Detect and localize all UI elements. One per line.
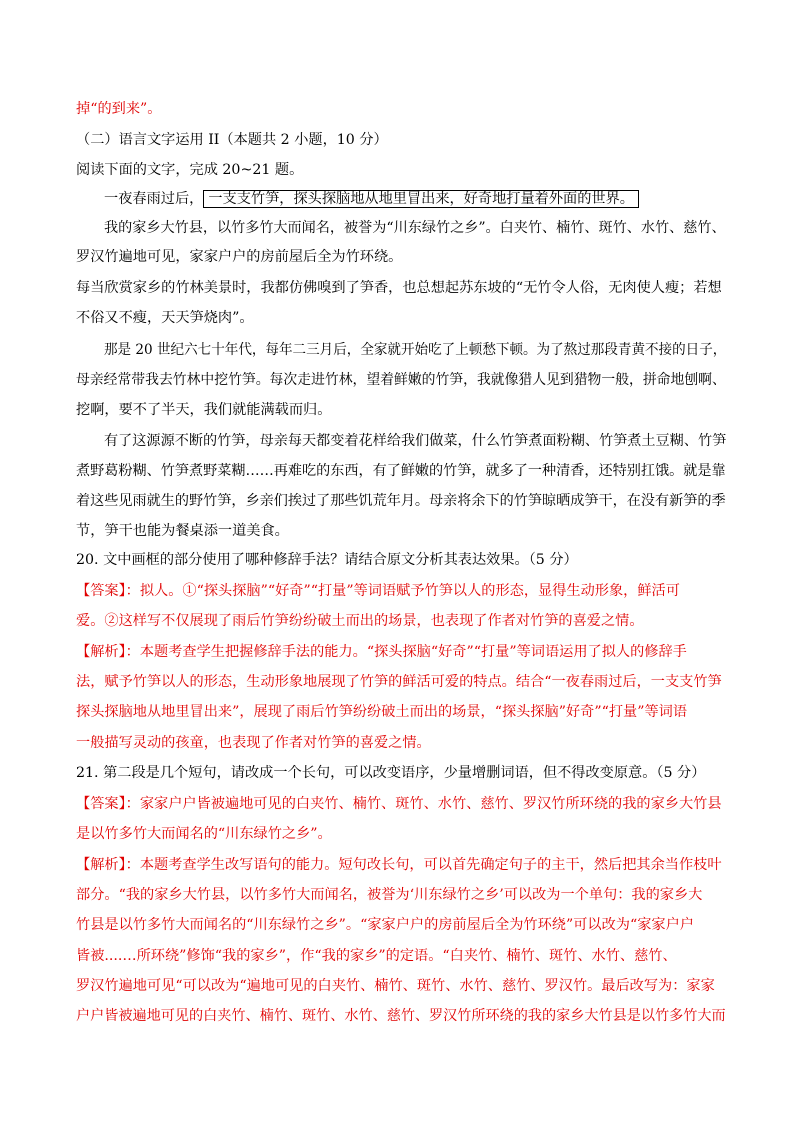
analysis-20-line: 法，赋予竹笋以人的形态，生动形象地展现了竹笋的鲜活可爱的特点。结合“一夜春雨过后，一支支竹笋 [76,674,722,690]
passage-line: 挖啊，要不了半天，我们就能满载而归。 [76,402,332,418]
analysis-21-line: 户户皆被遍地可见的白夹竹、楠竹、斑竹、水竹、慈竹、罗汉竹所环绕的我的家乡大竹县是以竹多竹大而 [76,1008,726,1024]
passage-line: 每当欣赏家乡的竹林美景时，我都仿佛嗅到了笋香，也总想起苏东坡的“无竹令人俗，无肉使人瘦；若想 [76,280,722,296]
analysis-21-line: 罗汉竹遍地可见“可以改为“遍地可见的白夹竹、楠竹、斑竹、水竹、慈竹、罗汉竹。最后改写为：家家 [76,978,715,994]
passage-line [104,189,639,209]
passage-line: 不俗又不瘦，天天笋烧肉”。 [76,310,254,326]
passage-line: 节，笋干也能为餐桌添一道美食。 [76,523,289,539]
passage-line: 罗汉竹遍地可见，家家户户的房前屋后全为竹环绕。 [76,249,403,265]
analysis-21-line: 【解析】：本题考查学生改写语句的能力。短句改长句，可以首先确定句子的主干，然后把其余当作枝叶 [76,857,722,873]
analysis-20-line: 探头探脑地从地里冒出来”，展现了雨后竹笋纷纷破土而出的场景，“探头探脑”好奇”“打量”等词语 [76,704,688,720]
analysis-20-line: 【解析】：本题考查学生把握修辞手法的能力。“探头探脑“好奇”“打量”等词语运用了拟人的修辞手 [76,644,687,660]
question-21: 21. 第二段是几个短句，请改成一个长句，可以改变语序，少量增删词语，但不得改变原意。（5 分） [76,765,706,781]
analysis-21-line: 竹县是以竹多竹大而闻名的“川东绿竹之乡”。“家家户户的房前屋后全为竹环绕”可以改为“家家户户 [76,917,694,933]
passage-line: 那是 20 世纪六七十年代，每年二三月后，全家就开始吃了上顿愁下顿。为了熬过那段青黄不接的日子， [104,342,727,358]
answer-20-line: 【答案】：拟人。①“探头探脑”“好奇”“打量”等词语赋予竹笋以人的形态，显得生动形象，鲜活可 [76,583,680,599]
answer-21-line: 【答案】：家家户户皆被遍地可见的白夹竹、楠竹、斑竹、水竹、慈竹、罗汉竹所环绕的我的家乡大竹县 [76,796,722,812]
instruction-line: 阅读下面的文字，完成 20~21 题。 [76,162,304,178]
section-heading: （二）语言文字运用 II（本题共 2 小题，10 分） [76,132,388,148]
passage-line: 着这些见雨就生的野竹笋，乡亲们挨过了那些饥荒年月。母亲将余下的竹笋晾晒成笋干，在没有新笋的季 [76,493,726,509]
passage-line: 母亲经常带我去竹林中挖竹笋。每次走进竹林，望着鲜嫩的竹笋，我就像猎人见到猎物一般，拼命地刨啊、 [76,372,726,388]
text-line: 掉“的到来”。 [76,101,162,117]
passage-text: 一夜春雨过后， [104,191,204,207]
analysis-20-line: 一般描写灵动的孩童，也表现了作者对竹笋的喜爱之情。 [76,735,431,751]
analysis-21-line: 皆被....…所环绕”修饰“我的家乡”，作“我的家乡”的定语。“白夹竹、楠竹、斑竹、水竹、慈竹、 [76,948,677,964]
framed-sentence: 一支支竹笋，探头探脑地从地里冒出来，好奇地打量着外面的世界。 [203,190,639,208]
passage-line: 有了这源源不断的竹笋，母亲每天都变着花样给我们做菜，什么竹笋煮面粉糊、竹笋煮土豆糊、竹笋 [104,433,727,449]
passage-line: 煮野葛粉糊、竹笋煮野菜糊……再难吃的东西，有了鲜嫩的竹笋，就多了一种清香，还特别扛饿。就是靠 [76,463,726,479]
answer-21-line: 是以竹多竹大而闻名的“川东绿竹之乡”。 [76,826,332,842]
question-20: 20. 文中画框的部分使用了哪种修辞手法？请结合原文分析其表达效果。（5 分） [76,552,578,568]
passage-line: 我的家乡大竹县，以竹多竹大而闻名，被誉为“川东绿竹之乡”。白夹竹、楠竹、斑竹、水竹、慈竹、 [104,220,726,236]
answer-20-line: 爱。②这样写不仅展现了雨后竹笋纷纷破土而出的场景，也表现了作者对竹笋的喜爱之情。 [76,613,644,629]
analysis-21-line: 部分。“我的家乡大竹县，以竹多竹大而闻名，被誉为‘川东绿竹之乡’可以改为一个单句：我的家乡大 [76,887,703,903]
